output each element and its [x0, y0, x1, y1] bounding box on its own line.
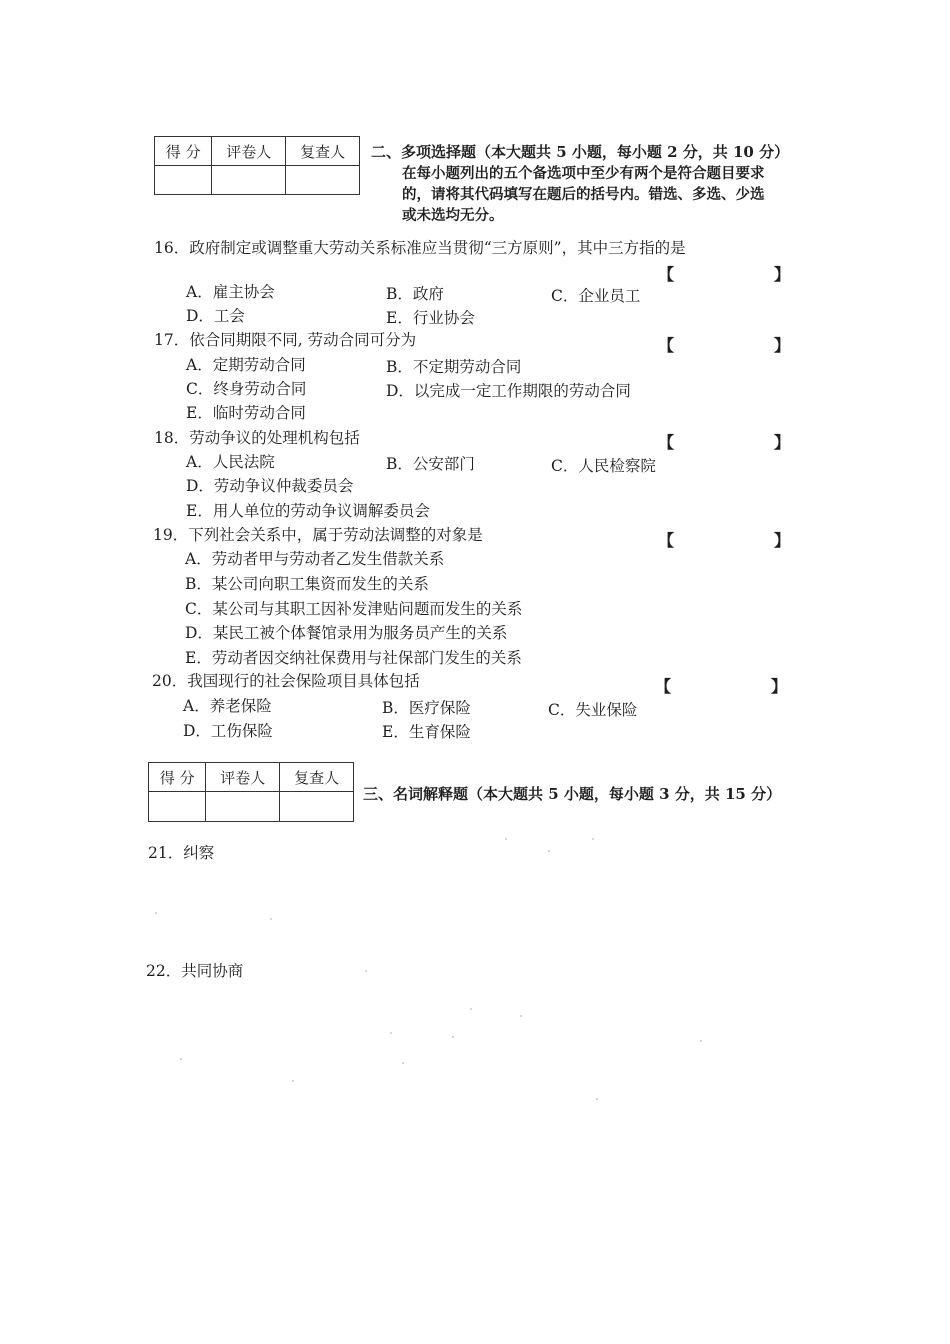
option-20e: E．生育保险 — [382, 723, 471, 741]
option-17c: C．终身劳动合同 — [186, 380, 307, 398]
answer-area-21[interactable] — [148, 870, 788, 955]
score-cell[interactable] — [149, 792, 206, 822]
score-table-section-3 — [148, 762, 354, 822]
scan-speck — [155, 912, 157, 914]
option-20a: A．养老保险 — [183, 697, 272, 715]
option-20b: B．医疗保险 — [382, 699, 471, 717]
option-17b: B．不定期劳动合同 — [386, 358, 522, 376]
option-18a: A．人民法院 — [186, 453, 275, 471]
instructions-line-1: 在每小题列出的五个备选项中至少有两个是符合题目要求 — [402, 165, 765, 182]
question-17-stem: 17．依合同期限不同, 劳动合同可分为 — [154, 331, 417, 349]
option-16b: B．政府 — [386, 285, 444, 303]
reviewer-cell[interactable] — [280, 792, 354, 822]
scan-speck — [548, 850, 550, 852]
score-header: 得 分 — [149, 763, 206, 792]
option-16d: D．工会 — [186, 307, 245, 325]
bracket-right: 】 — [770, 677, 787, 696]
option-18e: E．用人单位的劳动争议调解委员会 — [186, 502, 430, 520]
reviewer-header: 复查人 — [286, 137, 360, 166]
option-20c: C．失业保险 — [548, 701, 638, 719]
scan-speck — [180, 1058, 182, 1060]
scan-speck — [700, 1040, 702, 1042]
option-17a: A．定期劳动合同 — [186, 356, 306, 374]
scan-speck — [592, 838, 594, 840]
bracket-left: 【 — [658, 531, 675, 550]
question-22-stem: 22．共同协商 — [146, 962, 244, 980]
question-21-stem: 21．纠察 — [148, 844, 215, 862]
option-19d: D．某民工被个体餐馆录用为服务员产生的关系 — [185, 624, 508, 642]
scan-speck — [596, 1098, 598, 1100]
bracket-left: 【 — [658, 265, 675, 284]
option-17d: D．以完成一定工作期限的劳动合同 — [386, 382, 631, 400]
option-18b: B．公安部门 — [386, 455, 475, 473]
answer-area-22[interactable] — [146, 988, 786, 1088]
reviewer-header: 复查人 — [280, 763, 354, 792]
option-18d: D．劳动争议仲裁委员会 — [186, 477, 354, 495]
grader-cell[interactable] — [206, 792, 280, 822]
scan-speck — [470, 1008, 472, 1010]
option-20d: D．工伤保险 — [183, 722, 273, 740]
grader-cell[interactable] — [212, 166, 286, 195]
instructions-line-2: 的，请将其代码填写在题后的括号内。错选、多选、少选 — [402, 186, 765, 203]
scan-speck — [270, 918, 272, 920]
scan-speck — [402, 1062, 404, 1064]
grader-header: 评卷人 — [206, 763, 280, 792]
question-20-stem: 20．我国现行的社会保险项目具体包括 — [152, 672, 420, 690]
section-2-title: 二、多项选择题（本大题共 5 小题，每小题 2 分，共 10 分） — [371, 143, 790, 161]
score-cell[interactable] — [155, 166, 212, 195]
instructions-line-3: 或未选均无分。 — [402, 207, 504, 224]
option-19b: B．某公司向职工集资而发生的关系 — [185, 575, 429, 593]
grader-header: 评卷人 — [212, 137, 286, 166]
bracket-right: 】 — [773, 433, 790, 452]
bracket-left: 【 — [658, 433, 675, 452]
question-19-stem: 19．下列社会关系中，属于劳动法调整的对象是 — [153, 526, 483, 544]
option-19e: E．劳动者因交纳社保费用与社保部门发生的关系 — [185, 649, 522, 667]
scan-speck — [365, 970, 367, 972]
option-18c: C．人民检察院 — [551, 457, 656, 475]
scan-speck — [390, 1032, 392, 1034]
question-16-stem: 16．政府制定或调整重大劳动关系标准应当贯彻“三方原则”，其中三方指的是 — [154, 239, 686, 257]
option-16a: A．雇主协会 — [186, 283, 275, 301]
bracket-right: 】 — [773, 265, 790, 284]
score-table-section-2 — [154, 136, 360, 195]
scan-speck — [292, 1080, 294, 1082]
section-2-instructions — [402, 163, 765, 226]
reviewer-cell[interactable] — [286, 166, 360, 195]
bracket-left: 【 — [658, 336, 675, 355]
bracket-right: 】 — [773, 531, 790, 550]
score-header: 得 分 — [155, 137, 212, 166]
option-19a: A．劳动者甲与劳动者乙发生借款关系 — [185, 550, 445, 568]
option-17e: E．临时劳动合同 — [186, 404, 306, 422]
scan-speck — [452, 1036, 454, 1038]
bracket-left: 【 — [655, 677, 672, 696]
bracket-right: 】 — [773, 336, 790, 355]
scan-speck — [505, 838, 507, 840]
option-19c: C．某公司与其职工因补发津贴问题而发生的关系 — [185, 600, 523, 618]
scan-speck — [520, 1015, 522, 1017]
section-3-title: 三、名词解释题（本大题共 5 小题，每小题 3 分，共 15 分） — [363, 785, 782, 803]
option-16e: E．行业协会 — [386, 309, 475, 327]
option-16c: C．企业员工 — [551, 287, 641, 305]
question-18-stem: 18．劳动争议的处理机构包括 — [154, 429, 360, 447]
